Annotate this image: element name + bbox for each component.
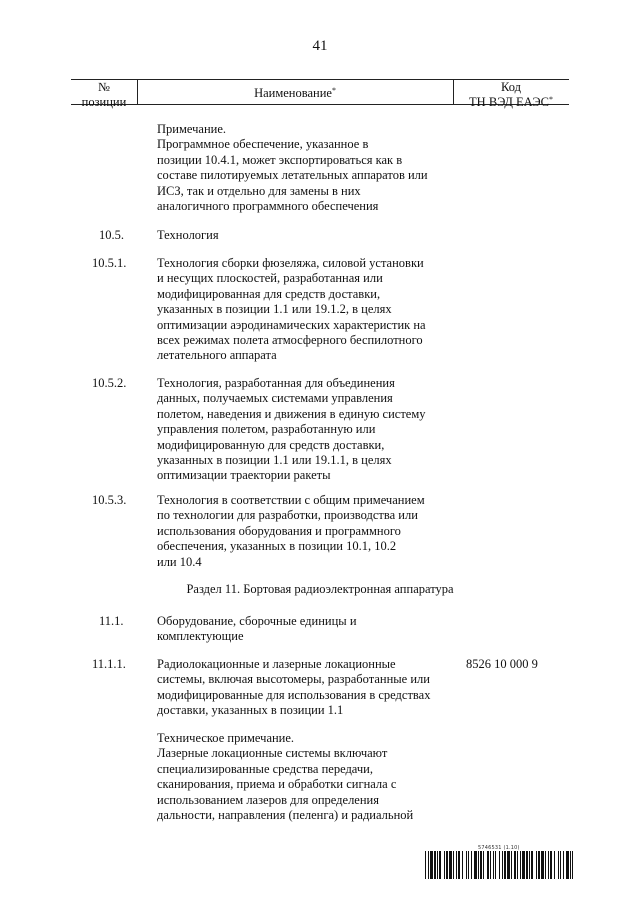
text-line: Примечание. bbox=[157, 122, 227, 136]
header-position-label: позиции bbox=[81, 95, 127, 109]
text-line: системы, включая высотомеры, разработанные или bbox=[157, 672, 430, 687]
text-line: использования оборудования и программного bbox=[157, 523, 401, 538]
header-code-footnote-mark: * bbox=[548, 95, 553, 104]
page-number: 41 bbox=[312, 38, 328, 54]
text-line: обеспечения, указанных в позиции 10.1, 10.2 bbox=[157, 539, 397, 554]
position-number-10-5: 10.5. bbox=[99, 228, 124, 242]
entry-11-1-1-text bbox=[157, 657, 457, 719]
text-line: Лазерные локационные системы включают bbox=[157, 746, 388, 761]
text-line: использованием лазеров для определения bbox=[157, 792, 379, 807]
position-number-10-5-2: 10.5.2. bbox=[92, 376, 127, 390]
text-line: комплектующие bbox=[157, 629, 244, 644]
text-line: аналогичного программного обеспечения bbox=[157, 199, 379, 214]
text-line: модифицированные для использования в средствах bbox=[157, 687, 431, 702]
text-line: по технологии для разработки, производства или bbox=[157, 508, 418, 523]
text-line: Технология bbox=[157, 228, 219, 242]
text-line: или 10.4 bbox=[157, 554, 202, 569]
text-line: полетом, наведения и движения в единую систему bbox=[157, 406, 426, 421]
header-position-column bbox=[71, 80, 137, 110]
text-line: оптимизации траектории ракеты bbox=[157, 468, 331, 483]
text-line: Радиолокационные и лазерные локационные bbox=[157, 657, 396, 671]
text-line: доставки, указанных в позиции 1.1 bbox=[157, 703, 344, 718]
text-line: управления полетом, разработанную или bbox=[157, 422, 376, 437]
section-11-title: Раздел 11. Бортовая радиоэлектронная аппаратура bbox=[186, 582, 454, 596]
position-number-11-1: 11.1. bbox=[99, 614, 124, 628]
header-name-column bbox=[137, 86, 453, 101]
text-line: дальности, направления (пеленга) и радиальной bbox=[157, 808, 414, 823]
entry-10-5-3-text bbox=[157, 493, 457, 570]
note-software-export bbox=[157, 122, 457, 214]
header-position-symbol: № bbox=[98, 80, 110, 94]
text-line: данных, получаемых системами управления bbox=[157, 391, 393, 406]
text-line: модифицированную для средств доставки, bbox=[157, 437, 385, 452]
text-line: оптимизации аэродинамических характеристик на bbox=[157, 317, 426, 332]
text-line: сканирования, приема и обработки сигнала с bbox=[157, 777, 397, 792]
customs-code-11-1-1: 8526 10 000 9 bbox=[466, 657, 538, 671]
text-line: Оборудование, сборочные единицы и bbox=[157, 614, 357, 628]
entry-11-1-text bbox=[157, 614, 457, 645]
header-name-footnote-mark: * bbox=[331, 86, 336, 95]
header-name-label: Наименование bbox=[254, 86, 332, 100]
text-line: Техническое примечание. bbox=[157, 731, 295, 745]
text-line: Технология в соответствии с общим примечанием bbox=[157, 493, 425, 507]
text-line: указанных в позиции 1.1 или 19.1.1, в целях bbox=[157, 453, 392, 468]
text-line: специализированные средства передачи, bbox=[157, 761, 373, 776]
barcode-label: 5746531 (1.10) bbox=[478, 845, 520, 851]
text-line: и несущих плоскостей, разработанная или bbox=[157, 271, 383, 286]
position-number-10-5-3: 10.5.3. bbox=[92, 493, 127, 507]
text-line: составе пилотируемых летательных аппаратов или bbox=[157, 168, 428, 183]
text-line: модифицированная для средств доставки, bbox=[157, 286, 381, 301]
text-line: всех режимах полета атмосферного беспилотного bbox=[157, 333, 423, 348]
text-line: указанных в позиции 1.1 или 19.1.2, в целях bbox=[157, 302, 392, 317]
text-line: Программное обеспечение, указанное в bbox=[157, 137, 369, 152]
header-code-classifier: ТН ВЭД ЕАЭС bbox=[469, 95, 549, 109]
header-code-column bbox=[453, 80, 569, 110]
position-number-11-1-1: 11.1.1. bbox=[92, 657, 126, 671]
barcode-image bbox=[425, 851, 573, 879]
text-line: позиции 10.4.1, может экспортироваться как в bbox=[157, 152, 403, 167]
text-line: ИСЗ, так и отдельно для замены в них bbox=[157, 183, 361, 198]
entry-10-5-1-text bbox=[157, 256, 457, 364]
entry-10-5-text bbox=[157, 228, 457, 243]
entry-10-5-2-text bbox=[157, 376, 457, 484]
text-line: Технология, разработанная для объединения bbox=[157, 376, 395, 390]
text-line: летательного аппарата bbox=[157, 348, 277, 363]
position-number-10-5-1: 10.5.1. bbox=[92, 256, 127, 270]
text-line: Технология сборки фюзеляжа, силовой установки bbox=[157, 256, 424, 270]
header-code-label: Код bbox=[501, 80, 521, 94]
technical-note-laser-systems bbox=[157, 731, 457, 823]
